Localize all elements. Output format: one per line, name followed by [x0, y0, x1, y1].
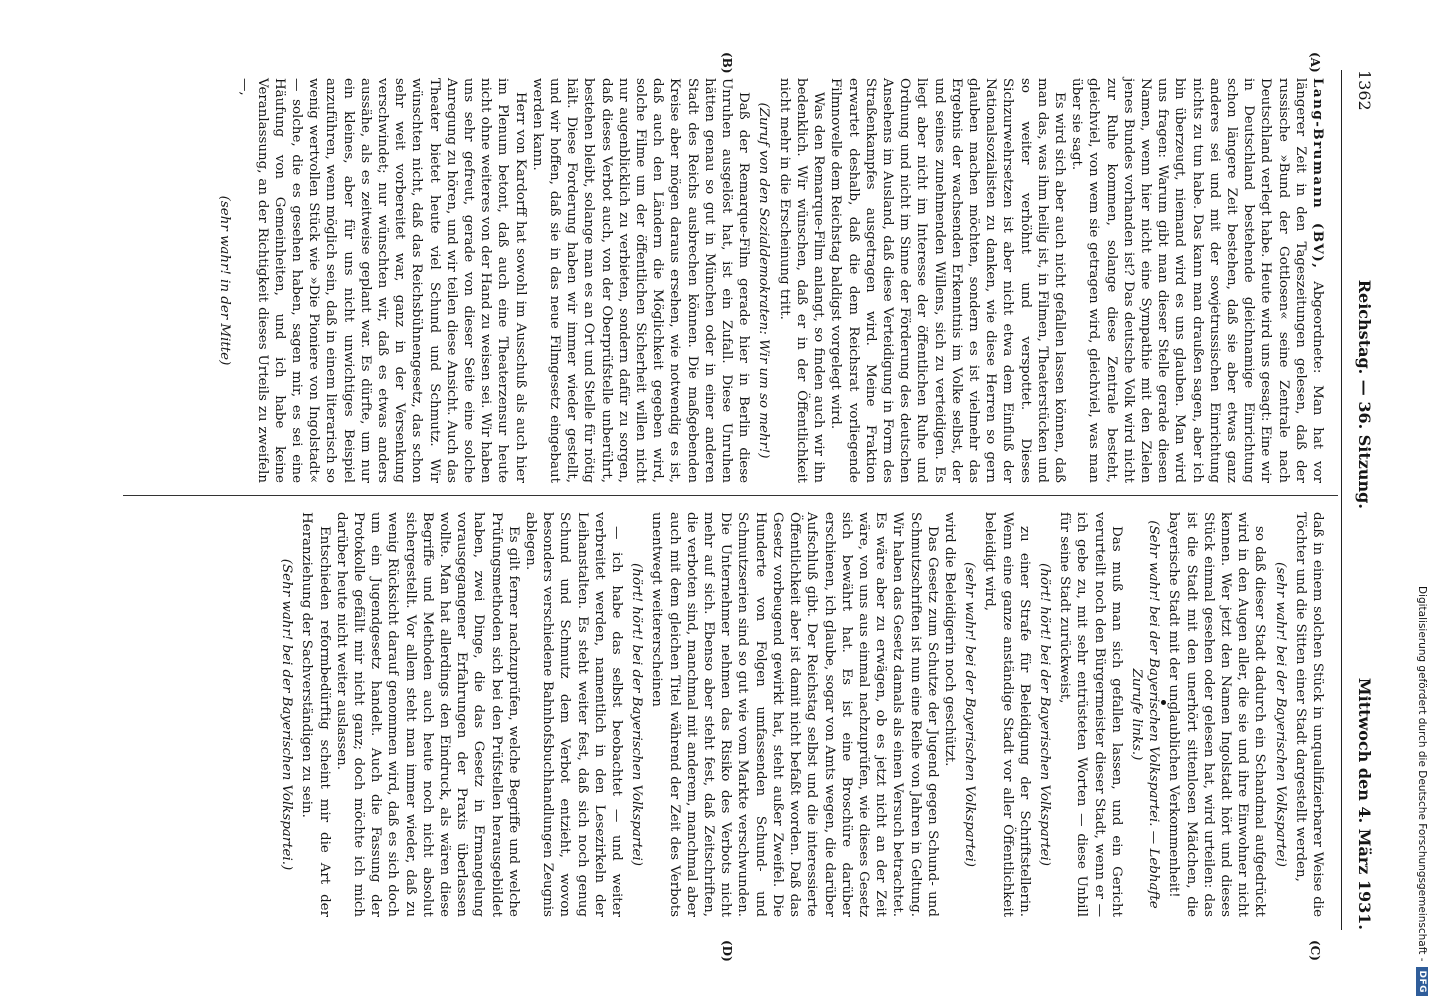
speech-paragraph: Entschieden reformbedürftig scheint mir die Art der Heranziehung der Sachverständigen zu sein. [299, 512, 332, 917]
watermark-text: Digitalisierung gefördert durch die Deutsche Forschungsgemeinschaft - [1416, 585, 1428, 962]
dfg-logo: DFG [1416, 967, 1428, 996]
interjection: (hört! hört! bei der Bayerischen Volkspartei) [1036, 563, 1052, 866]
speech-paragraph: wird die Beleidigerin noch geschützt. [941, 512, 957, 767]
speech-paragraph: zu einer Strafe für Beleidigung der Schriftstellerin. Wenn eine ganze anständige Stadt vor aller Öffentlichkeit beleidigt wird, [982, 512, 1032, 917]
speech-paragraph: Was den Remarque-Film anlangt, so finden auch wir ihn bedenklich. Wir wünschen, daß er in der Öffentlichkeit nicht mehr in die Erscheinung tritt. [776, 78, 827, 483]
speech-paragraph: Es wird sich aber auch nicht gefallen lassen können, daß man das, was ihm heilig ist, in Filmen, Theaterstücken und so weiter verhöhnt und verspottet. Dieses Sichzurwehrsetzen ist aber nicht etwa dem Einfluß der Nationalsozialisten zu danken, wie diese Herren so gern glauben machen möchten, sondern es ist vielmehr das Ergebnis der wachsenden Erkenntnis im Volke selbst, der und seines zunehmenden Willens, sich zu verteidigen. Es liegt aber nicht im Interesse der öffentlichen Ruhe und Ordnung und nicht im Sinne der Förderung des deutschen Ansehens im Ausland, daß diese Verteidigung in Form des Straßenkampfes ausgetragen wird. Meine Fraktion erwartet deshalb, daß die dem Reichsrat vorliegende Filmnovelle dem Reichstag baldigst vorgelegt wird. [828, 78, 1067, 483]
speech-paragraph: Herr von Kardorff hat sowohl im Ausschuß als auch hier im Plenum betont, daß auch eine Theaterzensur heute nicht ohne weiteres von der Hand zu weisen sei. Wir haben uns sehr gefreut, gerade von dieser Seite eine solche Anregung zu hören, und wir teilen diese Ansicht. Auch das Theater bietet heute viel Schund und Schmutz. Wir wünschten nicht, daß das Reichsbühnengesetz, das schon sehr weit vorbereitet war, ganz in der Versenkung verschwindet; nur wünschten wir, daß es etwas anders aussähe, als es zeitweise geplant war. Es dürfte, um nur ein kleines, aber für uns nicht unwichtiges Beispiel anzuführen, wenn möglich sein, daß in einem literarisch so wenig wertvollen Stück wie »Die Pioniere von Ingolstadt« — solche, die es gesehen haben, sagen mir, es sei eine Häufung von Gemeinheiten, und ich habe keine Veranlassung, an der Richtigkeit dieses Urteils zu zweifeln —, [237, 78, 528, 483]
page-number: 1362 [1355, 70, 1374, 111]
speech-paragraph: Daß der Remarque-Film gerade hier in Berlin diese Unruhen ausgelöst hat, ist ein Zufall. Diese Unruhen hätten genau so gut in München oder in einer anderen Stadt des Reichs ausbrechen können. Die maßgebenden Kreise aber mögen daraus ersehen, wie notwendig es ist, daß auch den Ländern die Möglichkeit gegeben wird, solche Filme um der öffentlichen Sicherheit willen nicht nur augenblicklich zu verbieten, sondern dafür zu sorgen, daß dieses Verbot auch, von der Oberprüfstelle unberührt, bestehen bleibt, solange man es an Ort und Stelle für nötig hält. Diese Forderung haben wir immer wieder gestellt, und wir hoffen, daß sie in das neue Filmgesetz eingebaut werden kann. [529, 78, 752, 483]
page-header [1344, 70, 1374, 930]
paragraph-text: Man hat vor längerer Zeit in den Tageszeitungen gelesen, daß der russische »Bund der Gottlosen« seine Zentrale nach Deutschland verlegt habe. Heute wird uns gesagt: Eine wir in Deutschland bestehende gleichnamige Einrichtung schon längere Zeit bestehen, daß sie aber etwas ganz anderes sei und mit der sowjetrussischen Einrichtung nichts zu tun habe. Das kann man draußen sagen, aber ich bin überzeugt, niemand wird es uns glauben. Man wird uns fragen: Warum gibt man dieser Stelle gerade diesen Namen, wenn hier nicht eine Sympathie mit den Zielen jenes Bundes vorhanden ist? Das deutsche Volk wird nicht zur Ruhe kommen, solange diese Zentrale besteht, gleichviel, von wem sie getragen wird, gleichviel, was man über sie sagt. [1069, 78, 1325, 483]
speech-paragraph: daß in einem solchen Stück in unqualifizierbarer Weise die Töchter und die Sitten einer Stadt dargestellt werden, [1292, 512, 1325, 917]
header-rule [1341, 70, 1342, 930]
speech-paragraph: Es gilt ferner nachzuprüfen, welche Begriffe und welche Prüfungsmethoden sich bei den Prüfstellen herausgebildet haben, zwei Dinge, die das Gesetz in Ermangelung vorausgegangener Erfahrungen der Praxis überlassen wollte. Man hat allerdings den Eindruck, als wären diese Begriffe und Methoden auch heute noch nicht absolut sichergestellt. Vor allem steht man immer wieder, daß zu wenig Rücksicht darauf genommen wird, daß es sich doch um ein Jugendgesetz handelt. Auch die Fassung der Protokolle gefällt mir nicht ganz; doch möchte ich mich darüber heute nicht weiter auslassen. [333, 512, 521, 917]
dfg-watermark [1410, 0, 1434, 1000]
left-column [213, 78, 1326, 483]
speech-paragraph [1068, 78, 1326, 483]
interjection: (Zuruf von den Sozialdemokraten: Wir um so mehr!) [756, 102, 772, 459]
interjection: (sehr wahr! in der Mitte) [217, 195, 233, 366]
interjection: (Sehr wahr! bei der Bayerischen Volkspartei. — Lebhafte Zurufe links.) [1128, 520, 1162, 909]
margin-marker-c: (C) [1308, 940, 1322, 961]
column-divider [123, 495, 1338, 496]
margin-marker-b: (B) [720, 52, 734, 74]
session-title: Reichstag. — 36. Sitzung. [1355, 279, 1374, 509]
interjection: (sehr wahr! bei der Bayerischen Volkspartei) [962, 562, 978, 867]
right-column [275, 512, 1326, 917]
speaker-name: Lang-Brumann (BV), [1310, 78, 1326, 270]
interjection: (sehr wahr! bei der Bayerischen Volkspartei) [1272, 562, 1288, 867]
speech-paragraph: so daß dieser Stadt dadurch ein Schandmal aufgedrückt wird in den Augen aller, die sie und ihre Einwohner nicht kennen. Wer jetzt den Namen Ingolstadt hört und dieses Stück einmal gesehen oder gelesen hat, wird urteilen: das ist die Stadt mit den unerhört sittenlosen Mädchen, die bayerische Stadt mit der unglaublichen Verkommenheit! [1166, 512, 1268, 917]
speech-paragraph: Das Gesetz zum Schutze der Jugend gegen Schund- und Schmutzschriften ist nun eine Reihe von Jahren in Geltung. Wir haben das Gesetz damals als einen Versuch betrachtet. Es wäre aber zu erwägen, ob es jetzt nicht an der Zeit wäre, von uns aus einmal nachzuprüfen, wie dieses Gesetz sich bewährt hat. Es ist eine Broschüre darüber erschienen, ich glaube, sogar von Amts wegen, die darüber Aufschluß gibt. Der Reichstag selbst und die interessierte Öffentlichkeit aber ist damit nicht befaßt worden. Daß das Gesetz vorbeugend gewirkt hat, steht außer Zweifel. Die Hunderte von Folgen umfassenden Schund- und Schmutzserien sind so gut wie vom Markte verschwunden. Die Unternehmer nehmen das Risiko des Verbots nicht mehr auf sich. Ebenso aber steht fest, daß Zeitschriften, die verboten sind, manchmal mit anderem, manchmal aber auch mit dem gleichen Titel während der Zeit des Verbots unentwegt weitererscheinen [649, 512, 940, 917]
speaker-role: Abgeordnete: [1310, 281, 1325, 374]
interjection: (Sehr wahr! bei der Bayerischen Volkspartei.) [279, 558, 295, 871]
speech-paragraph: — ich habe das selbst beobachtet — und weiter verbreitet werden, namentlich in den Lesezirkeln der Leihanstalten. Es steht weiter fest, daß sich noch genug Schund und Schmutz dem Verbot entzieht, wovon besonders verschiedene Bahnhofsbuchhandlungen Zeugnis ablegen. [523, 512, 625, 917]
interjection: (hört! hört! bei der Bayerischen Volkspartei) [629, 563, 645, 866]
session-date: Mittwoch den 4. März 1931. [1355, 677, 1374, 930]
speech-paragraph: Das muß man sich gefallen lassen, und ein Gericht verurteilt noch den Bürgermeister dieser Stadt, wenn er — ich gebe zu, mit sehr entrüsteten Worten — diese Unbill für seine Stadt zurückweist, [1057, 512, 1124, 917]
margin-marker-d: (D) [720, 940, 734, 962]
margin-marker-a: (A) [1308, 52, 1322, 73]
